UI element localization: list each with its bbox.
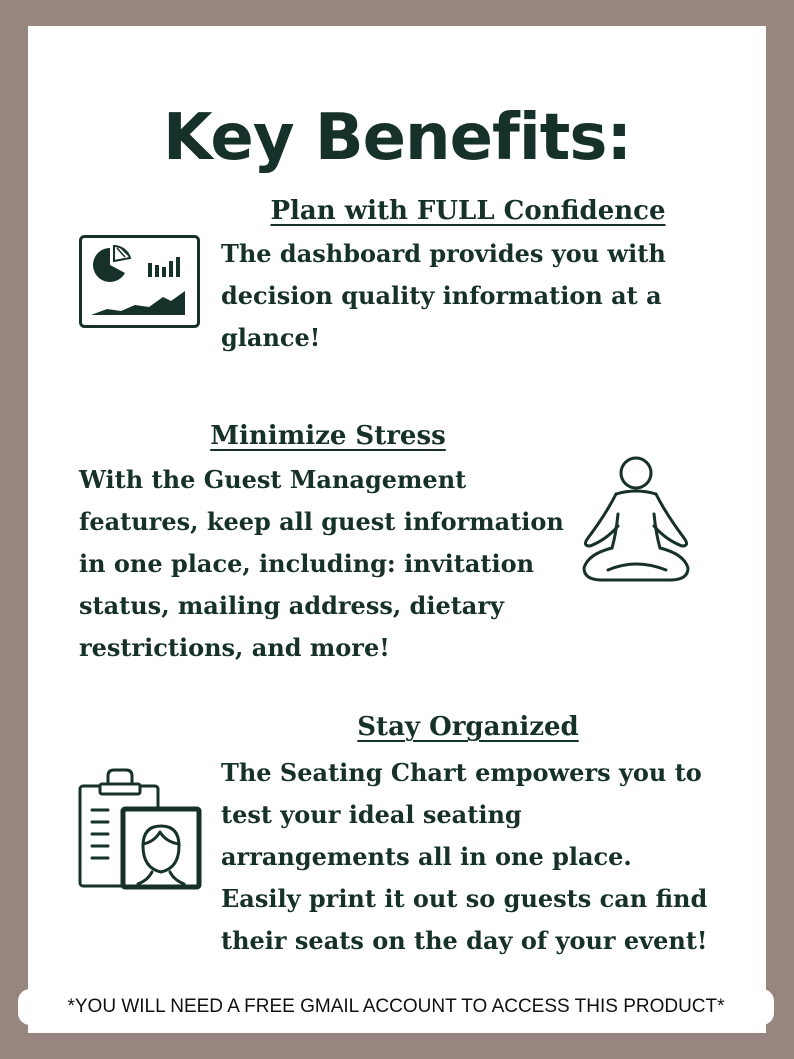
section-text-stress: With the Guest Management features, keep all guest information in one place, including: invitation status, mailing address, dietary restrictions, and more!	[79, 465, 564, 662]
section-heading-stress: Minimize Stress	[210, 421, 446, 451]
content-panel	[28, 26, 766, 1033]
section-text-organized: The Seating Chart empowers you to test your ideal seating arrangements all in one place. Easily print it out so guests can find their seats on the day of your event!	[221, 758, 708, 955]
section-heading-organized: Stay Organized	[357, 712, 579, 742]
dashboard-chart-icon	[79, 235, 200, 328]
section-text-plan: The dashboard provides you with decision quality information at a glance!	[221, 239, 666, 352]
footer-notice: *YOU WILL NEED A FREE GMAIL ACCOUNT TO ACCESS THIS PRODUCT*	[18, 989, 774, 1025]
clipboard-profile-icon	[78, 768, 203, 892]
meditation-person-icon	[578, 454, 696, 588]
section-heading-plan: Plan with FULL Confidence	[270, 196, 666, 226]
page-title: Key Benefits:	[162, 101, 632, 175]
